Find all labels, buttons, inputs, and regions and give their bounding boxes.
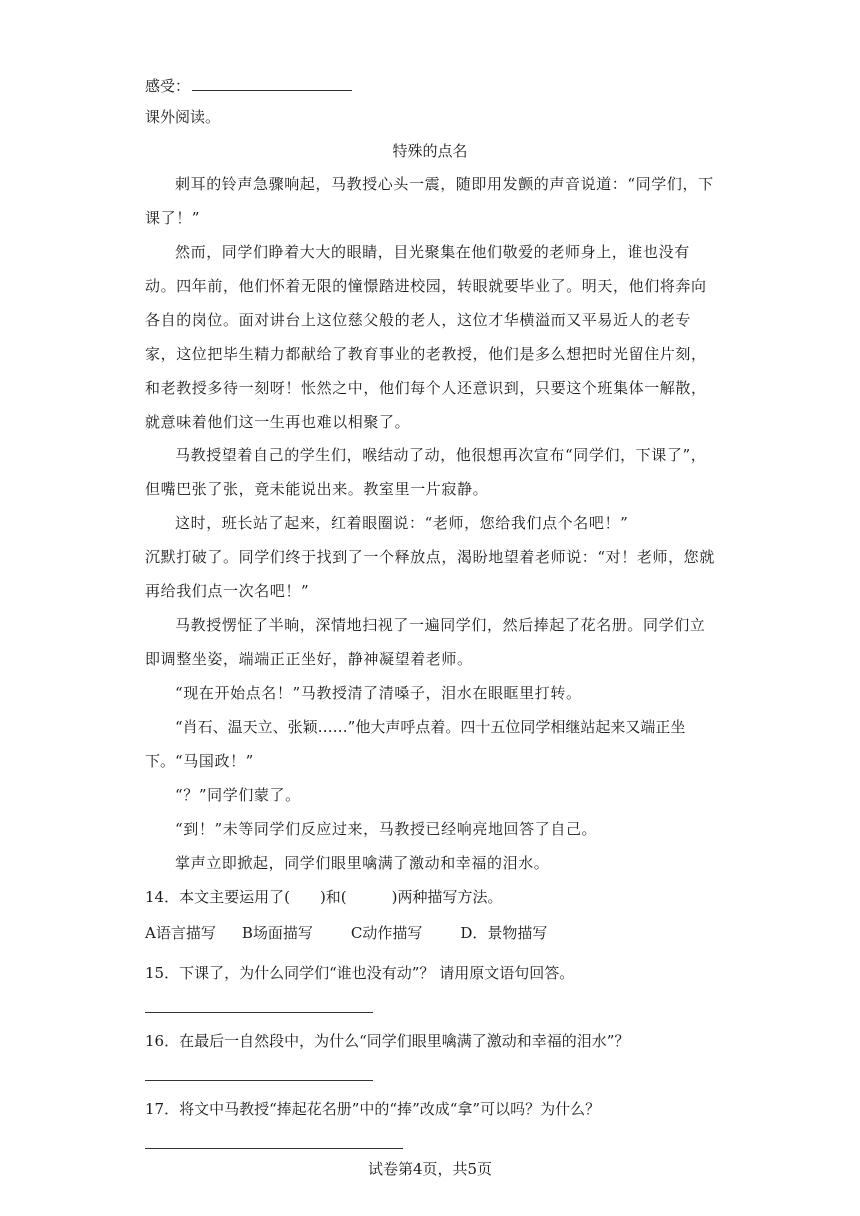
option-c[interactable]: C动作描写 — [350, 924, 423, 942]
article-paragraph — [145, 167, 715, 235]
feeling-label: 感受： — [145, 77, 191, 95]
question-17: 17．将文中马教授“捧起花名册”中的“捧”改成“拿”可以吗？为什么？ — [145, 1100, 601, 1118]
article-title: 特殊的点名 — [392, 142, 468, 160]
article-paragraph — [145, 235, 715, 439]
paragraph-text: “马国政！” — [175, 752, 254, 770]
option-d[interactable]: D．景物描写 — [460, 924, 548, 942]
paragraph-text: “？”同学们蒙了。 — [175, 786, 301, 804]
question-17-answer-line[interactable] — [145, 1148, 403, 1149]
article-paragraph — [145, 506, 715, 540]
article-paragraph — [145, 846, 715, 880]
question-14: 14．本文主要运用了( )和( )两种描写方法。 — [145, 888, 503, 906]
section-label: 课外阅读。 — [145, 108, 221, 126]
feeling-answer-blank[interactable] — [192, 76, 352, 91]
paragraph-text: 这时，班长站了起来，红着眼圈说：“老师，您给我们点个名吧！” — [175, 514, 629, 532]
option-a[interactable]: A语言描写 — [145, 924, 216, 942]
question-15-answer-line[interactable] — [145, 1012, 373, 1013]
paragraph-text: 刺耳的铃声急骤响起，马教授心头一震，随即用发颤的声音说道：“同学们，下课了！” — [145, 175, 714, 227]
article-paragraph — [145, 778, 715, 812]
question-14-options — [145, 922, 547, 944]
paragraph-text: “肖石、温天立、张颖……”他大声呼点着。四十五位同学相继站起来又端正坐下。 — [145, 718, 686, 770]
feeling-row — [145, 75, 352, 97]
paragraph-text: 马教授望着自己的学生们，喉结动了动，他很想再次宣布“同学们，下课了”，但嘴巴张了张，竟未能说出来。教室里一片寂静。 — [145, 446, 707, 498]
paragraph-text: “现在开始点名！”马教授清了清嗓子，泪水在眼眶里打转。 — [175, 684, 582, 702]
article-paragraph — [145, 438, 715, 506]
paragraph-text: 马教授愣怔了半晌，深情地扫视了一遍同学们，然后捧起了花名册。同学们立即调整坐姿，端端正正坐好，静神凝望着老师。 — [145, 616, 706, 668]
paragraph-text: 沉默打破了。同学们终于找到了一个释放点，渴盼地望着老师说：“对！老师，您就再给我们点一次名吧！” — [145, 548, 715, 600]
page-footer: 试卷第4页，共5页 — [367, 1160, 493, 1178]
article-paragraph — [145, 744, 715, 778]
option-b[interactable]: B场面描写 — [241, 924, 313, 942]
article-paragraph — [145, 540, 715, 608]
question-15: 15．下课了，为什么同学们“谁也没有动”？ 请用原文语句回答。 — [145, 964, 575, 982]
paragraph-text: 掌声立即掀起，同学们眼里噙满了激动和幸福的泪水。 — [175, 854, 550, 872]
paragraph-text: 然而，同学们睁着大大的眼睛，目光聚集在他们敬爱的老师身上，谁也没有动。四年前，他们怀着无限的憧憬踏进校园，转眼就要毕业了。明天，他们将奔向各自的岗位。面对讲台上这位慈父般的老人，这位才华横溢而又平易近人的老专家，这位把毕生精力都献给了教育事业的老教授，他们是多么想把时光留住片刻，和老教授多待一刻呀！怅然之中，他们每个人还意识到，只要这个班集体一解散，就意味着他们这一生再也难以相聚了。 — [145, 243, 707, 431]
article-paragraph — [145, 812, 715, 846]
paragraph-text: “到！”未等同学们反应过来，马教授已经响亮地回答了自己。 — [175, 820, 598, 838]
article-paragraph — [145, 608, 715, 676]
question-16: 16．在最后一自然段中，为什么“同学们眼里噙满了激动和幸福的泪水”？ — [145, 1032, 630, 1050]
article-paragraph — [145, 676, 715, 710]
question-16-answer-line[interactable] — [145, 1080, 373, 1081]
